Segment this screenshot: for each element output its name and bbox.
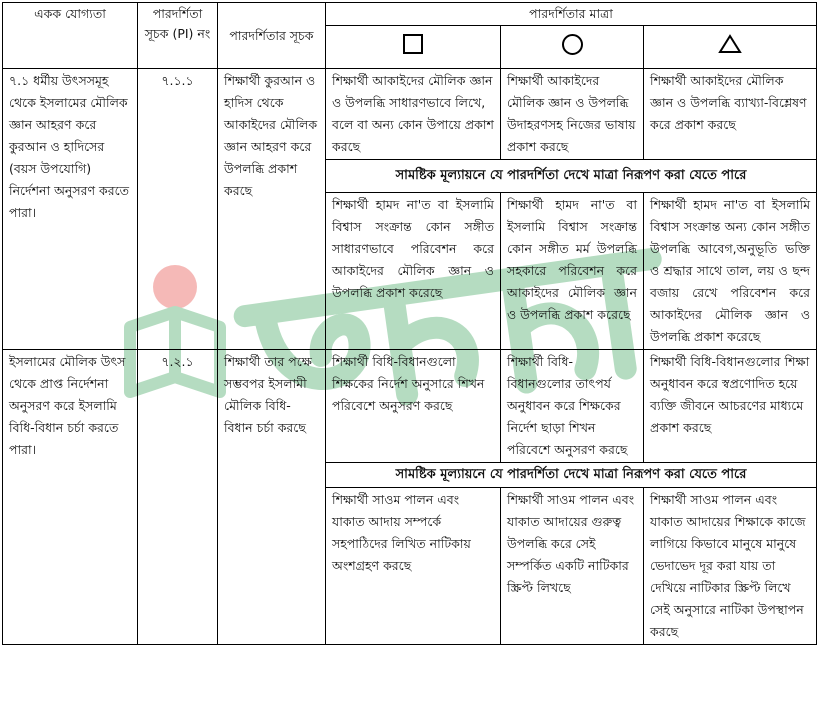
pi-number-header: পারদর্শিতা সূচক (PI) নং bbox=[138, 3, 218, 69]
competency-cell: ইসলামের মৌলিক উৎস থেকে প্রাপ্ত নির্দেশনা অনুসরণ করে ইসলামি বিধি-বিধান চর্চা করতে পারা। bbox=[3, 350, 138, 645]
level-cell-triangle: শিক্ষার্থী বিধি-বিধানগুলোর শিক্ষা অনুধাবন করে স্বপ্রণোদিত হয়ে ব্যক্তি জীবনে আচরণের মাধ্যমে প্রকাশ করছে bbox=[644, 350, 817, 463]
competency-cell: ৭.১ ধর্মীয় উৎসসমূহ থেকে ইসলামের মৌলিক জ্ঞান আহরণ করে কুরআন ও হাদিসের (বয়স উপযোগি) নির্দেশনা অনুসরণ করতে পারা। bbox=[3, 69, 138, 350]
performance-level-header: পারদর্শিতার মাত্রা bbox=[326, 3, 817, 26]
table-row bbox=[3, 350, 817, 463]
level-cell-triangle: শিক্ষার্থী আকাইদের মৌলিক জ্ঞান ও উপলব্ধি ব্যাখ্যা-বিশ্লেষণ করে প্রকাশ করছে bbox=[644, 69, 817, 160]
level-cell-circle: শিক্ষার্থী বিধি-বিধানগুলোর তাৎপর্য অনুধাবন করে শিক্ষকের নির্দেশ ছাড়া শিখন পরিবেশে অনুসরণ করছে bbox=[501, 350, 644, 463]
unit-competency-header: একক যোগ্যতা bbox=[3, 3, 138, 69]
summative-cell-triangle: শিক্ষার্থী সাওম পালন এবং যাকাত আদায়ের শিক্ষাকে কাজে লাগিয়ে কিভাবে মানুষে মানুষে ভেদাভেদ দূর করা যায় তা দেখিয়ে নাটিকার স্ক্রিপ্ট লিখে সেই অনুসারে নাটিকা উপস্থাপন করছে bbox=[644, 488, 817, 645]
header-row bbox=[3, 3, 817, 26]
level-cell-square: শিক্ষার্থী বিধি-বিধানগুলো শিক্ষকের নির্দেশ অনুসারে শিখন পরিবেশে অনুসরণ করছে bbox=[326, 350, 501, 463]
level-cell-square: শিক্ষার্থী আকাইদের মৌলিক জ্ঞান ও উপলব্ধি সাধারণভাবে লিখে, বলে বা অন্য কোন উপায়ে প্রকাশ করছে bbox=[326, 69, 501, 160]
pi-number-cell: ৭.১.১ bbox=[138, 69, 218, 350]
summative-heading: সামষ্টিক মূল্যায়নে যে পারদর্শিতা দেখে মাত্রা নিরূপণ করা যেতে পারে bbox=[326, 463, 817, 488]
level-cell-circle: শিক্ষার্থী আকাইদের মৌলিক জ্ঞান ও উপলব্ধি উদাহরণসহ নিজের ভাষায় প্রকাশ করছে bbox=[501, 69, 644, 160]
summative-cell-triangle: শিক্ষার্থী হামদ না'ত বা ইসলামি বিশ্বাস সংক্রান্ত অন্য কোন সঙ্গীত উপলব্ধি আবেগ,অনুভূতি ভক্তি ও শ্রদ্ধার সাথে তাল, লয় ও ছন্দ বজায় রেখে পরিবেশন করে আকাইদের মৌলিক জ্ঞান ও উপলব্ধি প্রকাশ করেছে bbox=[644, 193, 817, 350]
pi-number-cell: ৭.২.১ bbox=[138, 350, 218, 645]
summative-cell-square: শিক্ষার্থী সাওম পালন এবং যাকাত আদায় সম্পর্কে সহপাঠিদের লিখিত নাটিকায় অংশগ্রহণ করছে bbox=[326, 488, 501, 645]
assessment-rubric-table bbox=[2, 2, 817, 645]
pi-indicator-header: পারদর্শিতার সূচক bbox=[218, 3, 326, 69]
triangle-icon bbox=[718, 34, 742, 54]
summative-cell-square: শিক্ষার্থী হামদ না'ত বা ইসলামি বিশ্বাস সংক্রান্ত কোন সঙ্গীত সাধারণভাবে পরিবেশন করে আকাইদের মৌলিক জ্ঞান ও উপলব্ধি প্রকাশ করেছে bbox=[326, 193, 501, 350]
summative-cell-circle: শিক্ষার্থী হামদ না'ত বা ইসলামি বিশ্বাস সংক্রান্ত কোন সঙ্গীত মর্ম উপলব্ধি সহকারে পরিবেশন করে আকাইদের মৌলিক জ্ঞান ও উপলব্ধি প্রকাশ করেছে bbox=[501, 193, 644, 350]
indicator-cell: শিক্ষার্থী তার পক্ষে সম্ভবপর ইসলামী মৌলিক বিধি-বিধান চর্চা করছে bbox=[218, 350, 326, 645]
summative-heading: সামষ্টিক মূল্যায়নে যে পারদর্শিতা দেখে মাত্রা নিরূপণ করা যেতে পারে bbox=[326, 160, 817, 193]
level-triangle bbox=[644, 26, 817, 69]
table-row bbox=[3, 69, 817, 160]
square-icon bbox=[403, 34, 423, 54]
indicator-cell: শিক্ষার্থী কুরআন ও হাদিস থেকে আকাইদের মৌলিক জ্ঞান আহরণ করে উপলব্ধি প্রকাশ করছে bbox=[218, 69, 326, 350]
summative-cell-circle: শিক্ষার্থী সাওম পালন এবং যাকাত আদায়ের গুরুত্ব উপলব্ধি করে সেই সম্পর্কিত একটি নাটিকার স্ক্রিপ্ট লিখছে bbox=[501, 488, 644, 645]
level-circle bbox=[501, 26, 644, 69]
circle-icon bbox=[562, 34, 583, 55]
level-square bbox=[326, 26, 501, 69]
